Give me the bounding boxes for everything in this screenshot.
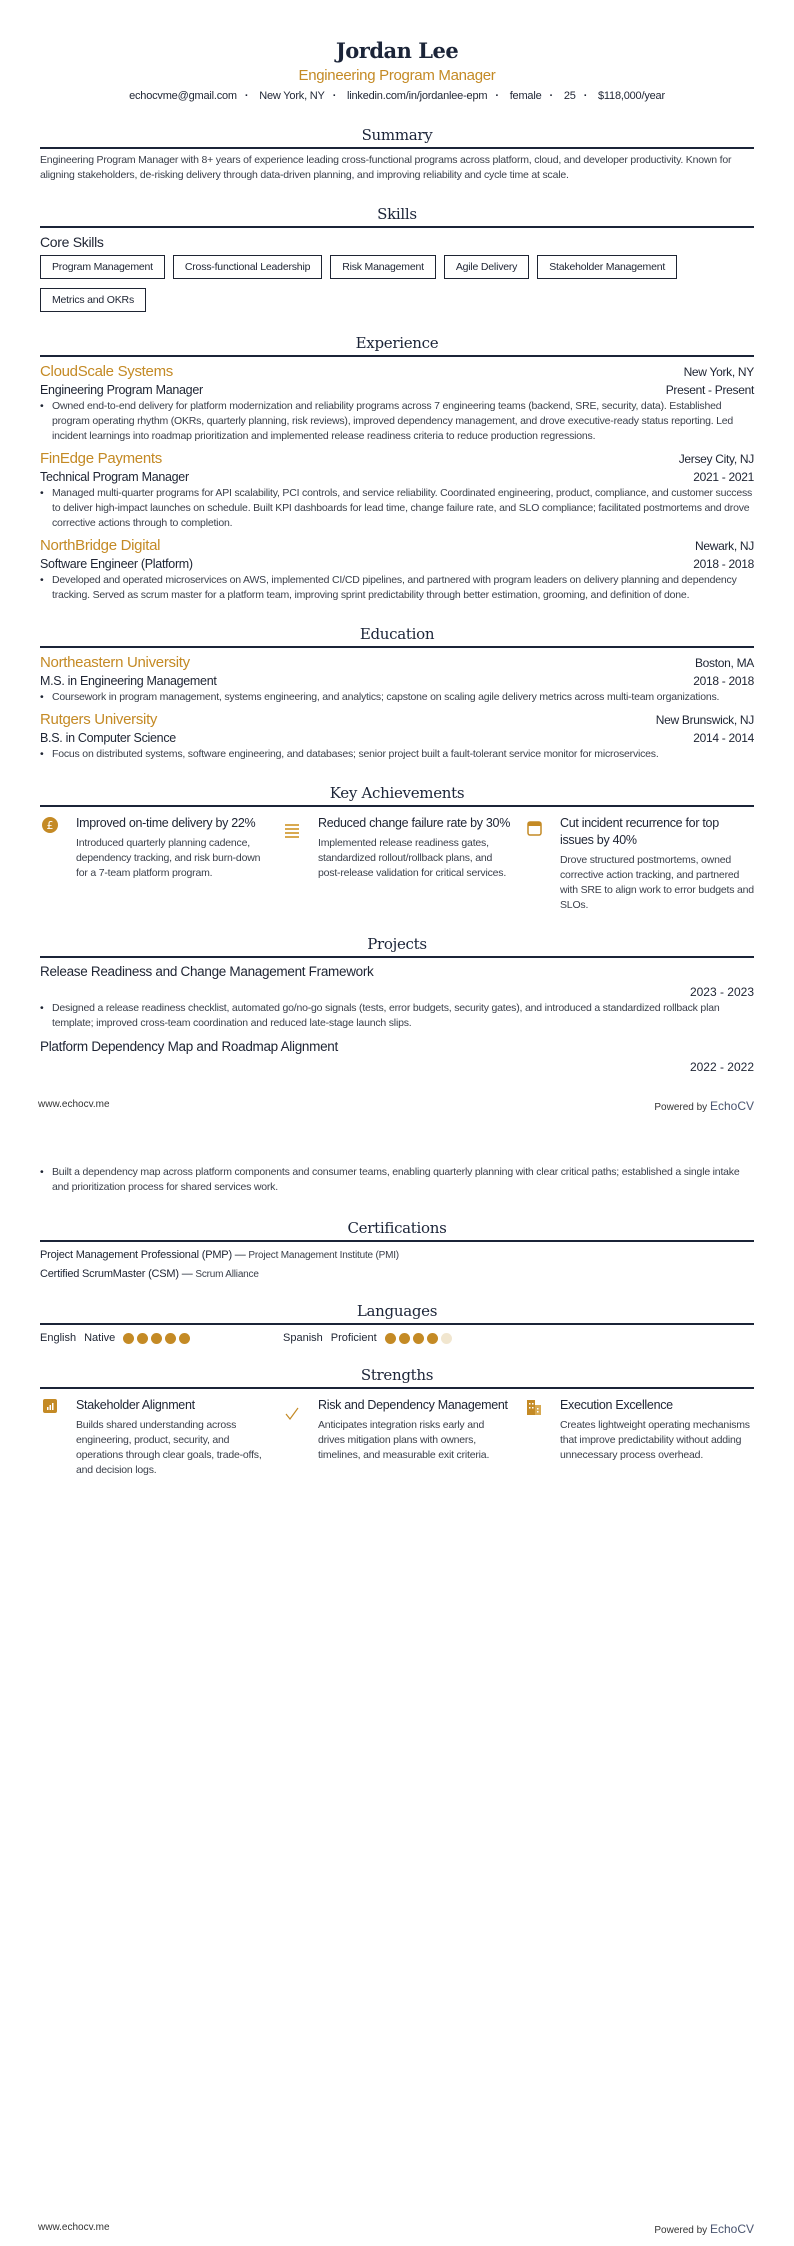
language-name: Spanish (283, 1332, 323, 1344)
education-heading: Education (40, 625, 754, 648)
education-dates: 2018 - 2018 (693, 674, 754, 688)
job-location: Newark, NJ (694, 539, 754, 553)
education-bullet: • Coursework in program management, systems engineering, and analytics; capstone on scaling agile delivery metrics across multi-team organizations. (40, 690, 754, 705)
project-dates: 2023 - 2023 (689, 985, 754, 999)
language-rating (385, 1333, 452, 1344)
rating-dot-filled (165, 1333, 176, 1344)
degree: M.S. in Engineering Management (40, 674, 217, 688)
contact-email[interactable]: echocvme@gmail.com (129, 90, 237, 102)
summary-heading: Summary (40, 126, 754, 149)
skill-tag: Risk Management (330, 255, 436, 279)
project-title: Platform Dependency Map and Roadmap Alignment (40, 1039, 338, 1054)
education-item (40, 705, 754, 762)
company-name: FinEdge Payments (40, 450, 162, 467)
powered-by-label: Powered by (654, 1102, 708, 1113)
job-role: Engineering Program Manager (40, 383, 203, 397)
strength-item (524, 1397, 754, 1478)
projects-heading: Projects (40, 935, 754, 958)
school-name: Northeastern University (40, 654, 190, 671)
cert-name: Project Management Professional (PMP) (40, 1249, 232, 1261)
candidate-name: Jordan Lee (335, 38, 459, 63)
footer-powered (654, 2222, 754, 2236)
language-level: Proficient (330, 1332, 377, 1344)
experience-item (40, 444, 754, 531)
contact-gender: female (509, 90, 542, 102)
skill-tag: Cross-functional Leadership (173, 255, 322, 279)
project-title: Release Readiness and Change Management Framework (40, 964, 374, 979)
powered-by-label: Powered by (654, 2225, 708, 2236)
education-item (40, 648, 754, 705)
rating-dot-filled (179, 1333, 190, 1344)
project-dates: 2022 - 2022 (689, 1060, 754, 1074)
footer-url[interactable]: www.echocv.me (38, 1099, 110, 1110)
certification-item: Certified ScrumMaster (CSM) — Scrum Alliance (40, 1268, 259, 1280)
strengths-heading: Strengths (40, 1366, 754, 1389)
contact-salary: $118,000/year (598, 90, 665, 102)
experience-item (40, 531, 754, 603)
brand-name: EchoCV (709, 2222, 754, 2236)
job-dates: Present - Present (665, 383, 754, 397)
achievement-item (282, 815, 512, 913)
rating-dot-filled (123, 1333, 134, 1344)
job-dates: 2018 - 2018 (693, 557, 754, 571)
job-bullet: • Managed multi-quarter programs for API scalability, PCI controls, and service reliability. Coordinated engineering, product, compliance, and customer success to deliver high-impact launches on schedule. Built KPI dashboards for lead time, change failure rate, and SLO compliance; facilitated postmortems and drove corrective actions through to completion. (40, 486, 754, 531)
strength-desc: Creates lightweight operating mechanisms that improve predictability without adding unnecessary process overhead. (560, 1419, 750, 1461)
svg-text:£: £ (46, 819, 54, 832)
languages-list (40, 1332, 754, 1344)
strength-title: Stakeholder Alignment (76, 1398, 195, 1412)
skills-group-title: Core Skills (40, 234, 104, 250)
job-bullet: • Owned end-to-end delivery for platform modernization and reliability programs across 7 engineering teams (backend, SRE, security, data). Established program operating rhythm (OKRs, quarterly planning, risk reviews), improved dependency management, and drove executive-ready status reporting. Led incident learnings into roadmap prioritization and implemented release readiness criteria to reduce production regressions. (40, 399, 754, 444)
language-item (40, 1332, 283, 1344)
experience-item (40, 357, 754, 444)
building-icon (524, 1397, 544, 1478)
brand-name: EchoCV (709, 1099, 754, 1113)
calendar-icon (524, 815, 544, 913)
skills-heading: Skills (40, 205, 754, 228)
achievement-desc: Drove structured postmortems, owned corrective action tracking, and partnered with SRE to align work to error budgets and SLOs. (560, 854, 754, 911)
contact-line: echocvme@gmail.com · New York, NY · linkedin.com/in/jordanlee-epm · female · 25 · $118,000/year (129, 90, 665, 102)
page-2 (0, 1123, 794, 2246)
page-footer (38, 1099, 754, 1113)
experience-heading: Experience (40, 334, 754, 357)
strength-desc: Anticipates integration risks early and drives mitigation plans with owners, timelines, and measurable exit criteria. (318, 1419, 490, 1461)
strength-title: Risk and Dependency Management (318, 1398, 508, 1412)
project-bullet: • Built a dependency map across platform components and consumer teams, enabling quarterly planning with clear critical paths; established a single intake and prioritization process for shared services work. (40, 1165, 754, 1195)
languages-heading: Languages (40, 1302, 754, 1325)
footer-powered (654, 1099, 754, 1113)
strengths-grid (40, 1397, 754, 1478)
contact-age: 25 (563, 90, 576, 102)
achievement-title: Improved on-time delivery by 22% (76, 816, 256, 830)
job-location: New York, NY (683, 365, 754, 379)
summary-text: Engineering Program Manager with 8+ years of experience leading cross-functional programs across platform, cloud, and developer productivity. Known for aligning stakeholders, de-risking delivery through data-driven planning, and improving reliability and cycle time at scale. (40, 154, 732, 181)
company-name: NorthBridge Digital (40, 537, 161, 554)
project-bullet: • Designed a release readiness checklist, automated go/no-go signals (tests, error budgets, security gates), and introduced a standardized rollback plan template; improved cross-team coordination and reduced late-stage launch slips. (40, 1001, 754, 1031)
achievements-grid (40, 815, 754, 913)
cert-issuer: Project Management Institute (PMI) (248, 1250, 399, 1261)
language-item (283, 1332, 526, 1344)
achievement-item (40, 815, 270, 913)
school-name: Rutgers University (40, 711, 158, 728)
degree: B.S. in Computer Science (40, 731, 176, 745)
rating-dot-filled (427, 1333, 438, 1344)
skill-tag: Metrics and OKRs (40, 288, 146, 312)
project-item (40, 1039, 754, 1074)
language-level: Native (84, 1332, 116, 1344)
cert-issuer: Scrum Alliance (195, 1269, 259, 1280)
strength-item (40, 1397, 270, 1478)
footer-url[interactable]: www.echocv.me (38, 2222, 110, 2233)
school-location: New Brunswick, NJ (655, 713, 754, 727)
skill-tag: Program Management (40, 255, 165, 279)
rating-dot-filled (413, 1333, 424, 1344)
achievement-desc: Implemented release readiness gates, standardized rollout/rollback plans, and post-release validation for critical services. (318, 837, 507, 879)
rating-dot-empty (441, 1333, 452, 1344)
contact-linkedin[interactable]: linkedin.com/in/jordanlee-epm (347, 90, 488, 102)
education-bullet: • Focus on distributed systems, software engineering, and databases; senior project built a fault-tolerant service monitor for microservices. (40, 747, 754, 762)
achievement-title: Reduced change failure rate by 30% (318, 816, 511, 830)
certifications-heading: Certifications (40, 1219, 754, 1242)
language-rating (123, 1333, 190, 1344)
list-lines-icon (282, 815, 302, 913)
job-role: Technical Program Manager (40, 470, 189, 484)
pound-coin-icon (40, 815, 60, 913)
strength-item (282, 1397, 512, 1478)
achievement-title: Cut incident recurrence for top issues by 40% (560, 816, 719, 847)
rating-dot-filled (151, 1333, 162, 1344)
language-name: English (40, 1332, 77, 1344)
rating-dot-filled (385, 1333, 396, 1344)
contact-location: New York, NY (259, 90, 325, 102)
job-bullet: • Developed and operated microservices on AWS, implemented CI/CD pipelines, and partnered with program leaders on delivery planning and dependency tracking. Served as scrum master for a platform team, improving sprint predictability through better estimation, grooming, and definition of done. (40, 573, 754, 603)
achievement-item (524, 815, 754, 913)
strength-desc: Builds shared understanding across engineering, product, security, and operations through clear goals, trade-offs, and decision logs. (76, 1419, 262, 1476)
certification-item: Project Management Professional (PMP) — Project Management Institute (PMI) (40, 1249, 399, 1261)
bar-chart-icon (40, 1397, 60, 1478)
job-dates: 2021 - 2021 (693, 470, 754, 484)
checkmark-icon (282, 1397, 302, 1478)
page-footer (38, 2222, 754, 2236)
achievements-heading: Key Achievements (40, 784, 754, 807)
education-dates: 2014 - 2014 (693, 731, 754, 745)
rating-dot-filled (137, 1333, 148, 1344)
achievement-desc: Introduced quarterly planning cadence, dependency tracking, and risk burn-down for a 7-team platform program. (76, 837, 261, 879)
candidate-title: Engineering Program Manager (298, 67, 496, 84)
company-name: CloudScale Systems (40, 363, 173, 380)
skill-tag: Agile Delivery (444, 255, 529, 279)
job-role: Software Engineer (Platform) (40, 557, 193, 571)
strength-title: Execution Excellence (560, 1398, 673, 1412)
skills-tags (40, 255, 754, 312)
job-location: Jersey City, NJ (678, 452, 754, 466)
project-item (40, 964, 754, 1031)
rating-dot-filled (399, 1333, 410, 1344)
skill-tag: Stakeholder Management (537, 255, 677, 279)
school-location: Boston, MA (694, 656, 754, 670)
cert-name: Certified ScrumMaster (CSM) (40, 1268, 179, 1280)
